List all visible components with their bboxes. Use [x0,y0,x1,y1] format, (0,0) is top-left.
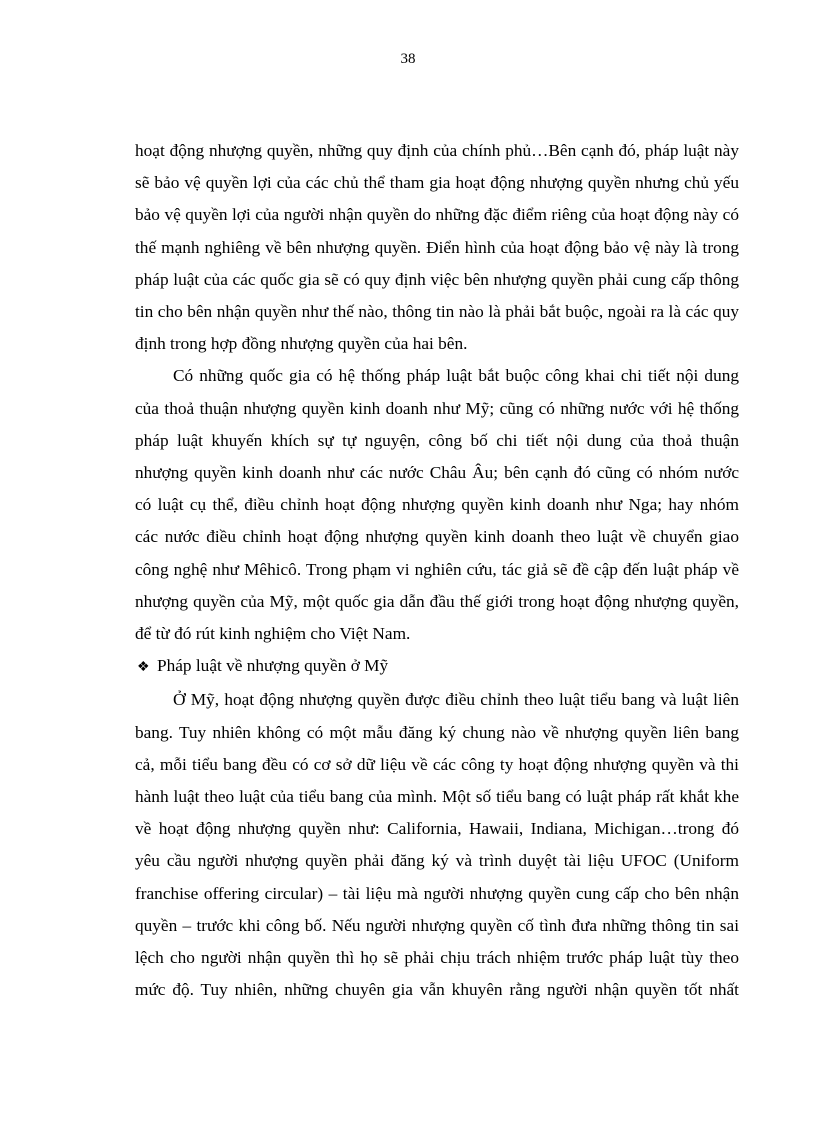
paragraph-1 [135,135,739,360]
page-number: 38 [400,51,416,67]
text-line: bảo vệ quyền lợi của người nhận quyền do những đặc điểm riêng của hoạt động này có [135,205,739,225]
paragraph-2 [135,360,739,650]
text-line: để từ đó rút kinh nghiệm cho Việt Nam. [135,624,411,644]
text-line: Có những quốc gia có hệ thống pháp luật bắt buộc công khai chi tiết nội dung [173,366,739,386]
text-line: tin cho bên nhận quyền như thế nào, thông tin nào là phải bắt buộc, ngoài ra là các quy [135,302,739,322]
text-line: mức độ. Tuy nhiên, những chuyên gia vẫn khuyên rằng người nhận quyền tốt nhất [135,980,739,1000]
paragraph-3 [135,684,739,1006]
text-line: quyền – trước khi công bố. Nếu người nhượng quyền cố tình đưa những thông tin sai [135,915,739,935]
text-line: pháp luật khuyến khích sự tự nguyện, công bố chi tiết nội dung của thoả thuận [135,430,739,450]
text-line: hành luật theo luật của tiểu bang của mình. Một số tiểu bang có luật pháp rất khắt khe [135,787,739,807]
text-line: có luật cụ thể, điều chỉnh hoạt động nhượng quyền kinh doanh như Nga; hay nhóm [135,495,739,515]
text-line: sẽ bảo vệ quyền lợi của các chủ thể tham gia hoạt động nhượng quyền nhưng chủ yếu [135,173,739,193]
text-line: pháp luật của các quốc gia sẽ có quy định việc bên nhượng quyền phải cung cấp thông [135,269,739,289]
bullet-heading-text: Pháp luật về nhượng quyền ở Mỹ [157,656,389,676]
text-line: yêu cầu người nhượng quyền phải đăng ký và trình duyệt tài liệu UFOC (Uniform [135,851,739,871]
text-line: của thoả thuận nhượng quyền kinh doanh như Mỹ; cũng có những nước với hệ thống [135,398,739,418]
text-line: về hoạt động nhượng quyền như: California, Hawaii, Indiana, Michigan…trong đó [135,819,739,839]
diamond-bullet-icon: ❖ [137,660,150,676]
text-line: lệch cho người nhận quyền thì họ sẽ phải chịu trách nhiệm trước pháp luật tùy theo [135,948,739,968]
text-line: nhượng quyền kinh doanh như các nước Châu Âu; bên cạnh đó cũng có nhóm nước [135,463,739,483]
body-text [135,135,739,1006]
bullet-line [135,650,739,684]
text-line: bang. Tuy nhiên không có một mẫu đăng ký chung nào về nhượng quyền liên bang [135,722,739,742]
text-line: franchise offering circular) – tài liệu mà người nhượng quyền cung cấp cho bên nhận [135,883,739,903]
text-line: các nước điều chỉnh hoạt động nhượng quyền kinh doanh theo luật về chuyển giao [135,527,739,547]
text-line: nhượng quyền của Mỹ, một quốc gia dẫn đầu thế giới trong hoạt động nhượng quyền, [135,591,739,611]
text-line: Ở Mỹ, hoạt động nhượng quyền được điều chỉnh theo luật tiểu bang và luật liên [173,690,739,710]
text-line: hoạt động nhượng quyền, những quy định của chính phủ…Bên cạnh đó, pháp luật này [135,141,739,160]
text-line: cả, mỗi tiểu bang đều có cơ sở dữ liệu về các công ty hoạt động nhượng quyền và thi [135,754,739,774]
text-line: định trong hợp đồng nhượng quyền của hai bên. [135,334,468,354]
text-line: công nghệ như Mêhicô. Trong phạm vi nghiên cứu, tác giả sẽ đề cập đến luật pháp về [135,559,739,579]
bullet-heading [135,650,739,684]
text-line: thế mạnh nghiêng về bên nhượng quyền. Điển hình của hoạt động bảo vệ này là trong [135,237,739,257]
